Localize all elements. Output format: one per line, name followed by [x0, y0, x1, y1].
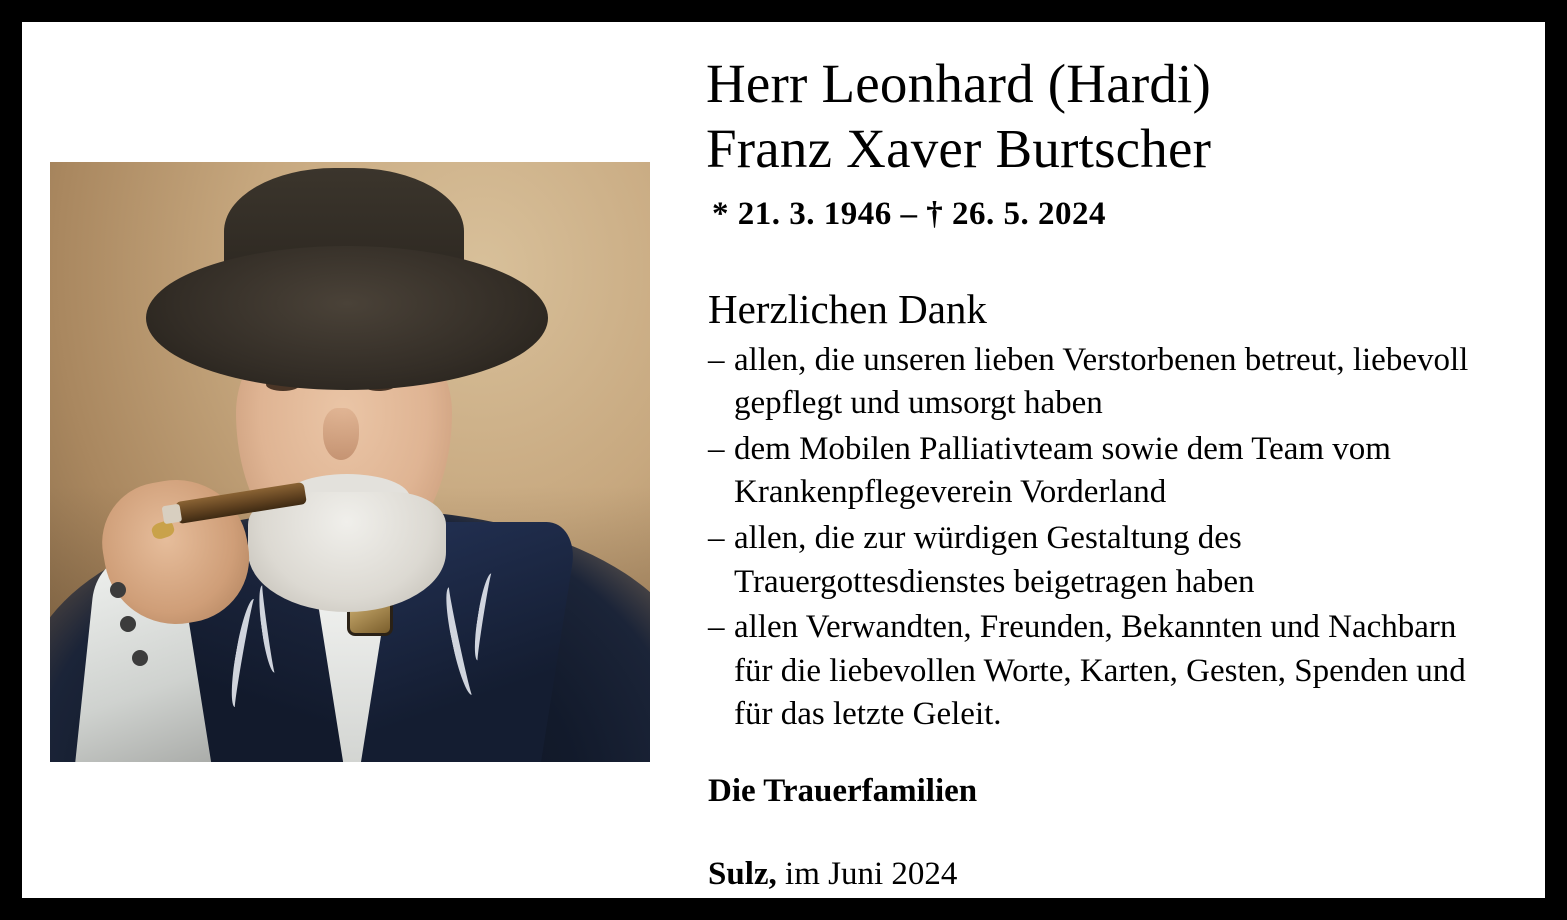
birth-death-dates: * 21. 3. 1946 – † 26. 5. 2024 [712, 195, 1106, 232]
photo-sleeve-buttons [110, 582, 126, 598]
text-column [682, 22, 1545, 898]
place-name: Sulz, [708, 855, 777, 892]
photo-column [22, 22, 682, 898]
list-item [708, 517, 1493, 604]
list-item-text: allen Verwandten, Freunden, Bekannten und Nachbarn für die liebevollen Worte, Karten, Gesten, Spenden und für das letzte Geleit. [734, 609, 1466, 733]
list-dash: – [708, 609, 725, 646]
thanks-heading: Herzlichen Dank [708, 285, 987, 332]
thanks-list [706, 339, 1493, 737]
photo-hat-brim [146, 246, 548, 390]
list-item-text: allen, die unseren lieben Verstorbenen betreut, liebevoll gepflegt und umsorgt haben [734, 341, 1469, 422]
photo-nose [323, 408, 359, 460]
list-item-text: dem Mobilen Palliativteam sowie dem Team vom Krankenpflegeverein Vorderland [734, 430, 1391, 511]
list-dash: – [708, 519, 725, 556]
date-text: im Juni 2024 [776, 855, 958, 892]
photo-beard [248, 492, 446, 612]
list-dash: – [708, 341, 725, 378]
list-item [708, 606, 1493, 737]
obituary-inner [22, 22, 1545, 898]
name-line-2: Franz Xaver Burtscher [706, 117, 1212, 179]
list-dash: – [708, 430, 725, 467]
list-item [708, 339, 1493, 426]
portrait-photo [50, 162, 650, 762]
deceased-name [706, 52, 1493, 182]
family-signature: Die Trauerfamilien [708, 772, 978, 809]
place-and-date [708, 856, 1493, 893]
list-item-text: allen, die zur würdigen Gestaltung des Trauergottesdienstes beigetragen haben [734, 519, 1255, 600]
list-item [708, 428, 1493, 515]
name-line-1: Herr Leonhard (Hardi) [706, 53, 1212, 114]
